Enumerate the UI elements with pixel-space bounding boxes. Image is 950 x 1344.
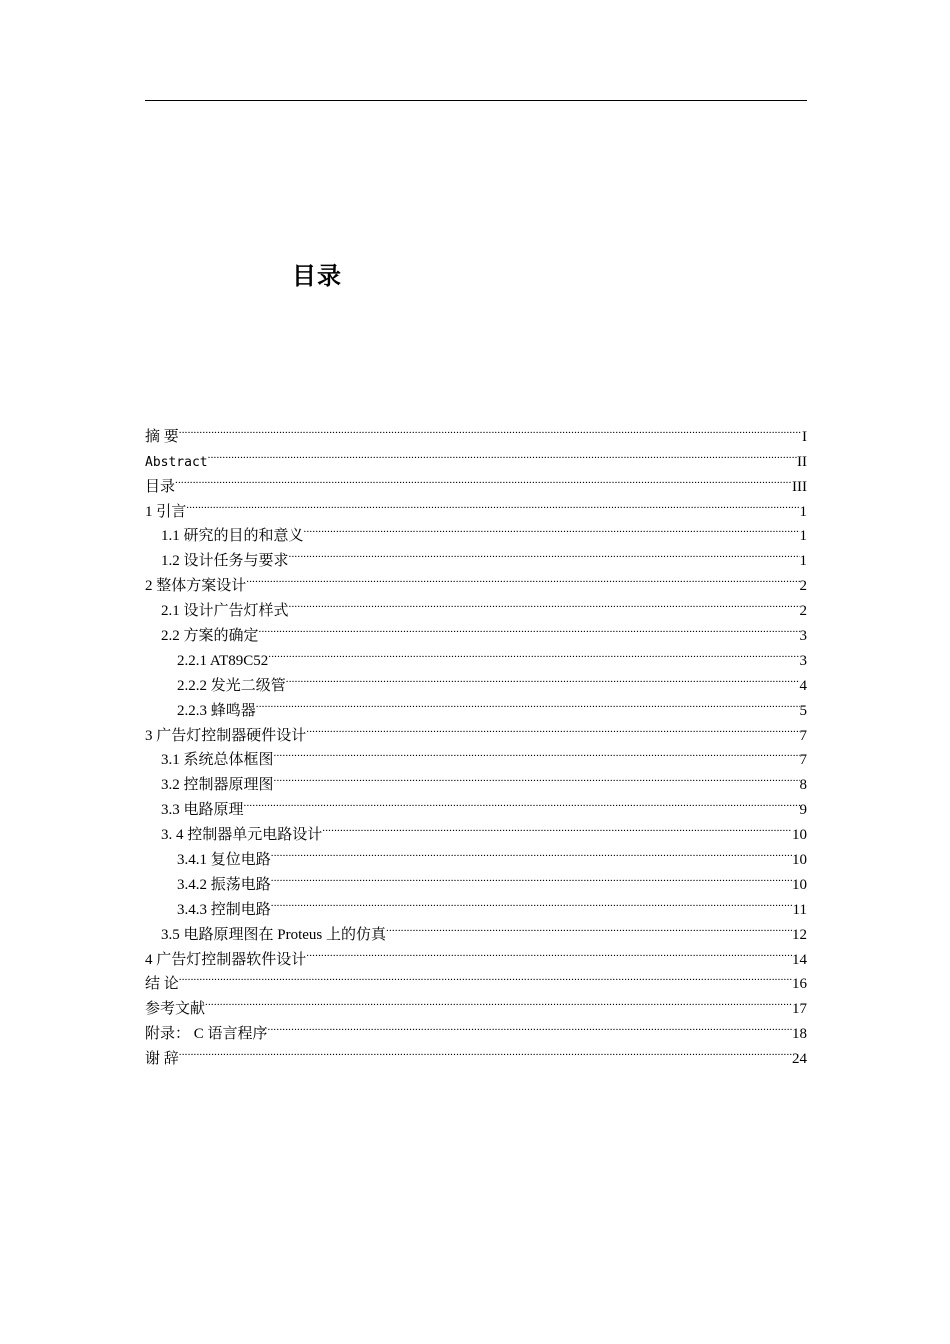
toc-entry-page: 1	[799, 503, 807, 520]
toc-entry-label: 3.1 系统总体框图	[161, 752, 274, 769]
toc-entry[interactable]	[145, 416, 807, 445]
toc-entry-label: 3.2 控制器原理图	[161, 777, 274, 794]
toc-entry-label: 参考文献	[145, 1001, 206, 1018]
toc-entry-label: 结 论	[145, 976, 179, 993]
toc-entry-page: 24	[792, 1051, 807, 1068]
toc-dot-leader	[286, 665, 800, 690]
toc-entry[interactable]	[145, 516, 807, 545]
toc-entry-label: 1 引言	[145, 503, 187, 520]
toc-dot-leader	[259, 615, 800, 640]
page-title: 目录	[292, 262, 342, 290]
toc-entry-label: 2.2.1 AT89C52	[177, 652, 269, 669]
toc-entry[interactable]	[145, 814, 807, 844]
toc-dot-leader	[386, 914, 792, 939]
toc-entry-page: 14	[792, 951, 807, 968]
toc-entry-label: 3. 4 控制器单元电路设计	[161, 827, 323, 844]
toc-dot-leader	[205, 988, 792, 1013]
toc-entry-label: 3.5 电路原理图在 Proteus 上的仿真	[161, 926, 387, 943]
toc-entry[interactable]	[145, 491, 807, 520]
toc-entry-page: 7	[799, 752, 807, 769]
toc-entry-page: 2	[799, 578, 807, 595]
toc-entry-label: 附录： C 语言程序	[145, 1026, 268, 1043]
toc-entry-label: 2.1 设计广告灯样式	[161, 603, 289, 620]
toc-dot-leader	[322, 814, 792, 839]
toc-entry-label: Abstract	[145, 454, 208, 470]
toc-entry[interactable]	[145, 1013, 807, 1043]
toc-dot-leader	[268, 1013, 792, 1038]
toc-entry-page: 9	[799, 802, 807, 819]
toc-dot-leader	[208, 441, 797, 466]
toc-dot-leader	[179, 964, 792, 989]
toc-entry-label: 谢 辞	[145, 1051, 179, 1068]
toc-dot-leader	[289, 540, 800, 565]
toc-dot-leader	[271, 864, 792, 889]
toc-entry-page: 3	[799, 652, 807, 669]
toc-dot-leader	[179, 1038, 792, 1063]
toc-dot-leader	[304, 516, 800, 541]
toc-entry-label: 目录	[145, 478, 176, 495]
toc-entry-page: 1	[799, 553, 807, 570]
toc-entry-label: 2.2.2 发光二级管	[177, 677, 286, 694]
header-rule	[145, 100, 807, 101]
toc-entry-label: 1.1 研究的目的和意义	[161, 528, 304, 545]
toc-entry-page: 5	[799, 702, 807, 719]
toc-entry-page: 10	[792, 876, 807, 893]
toc-dot-leader	[179, 416, 802, 441]
toc-entry-page: 11	[792, 901, 807, 918]
toc-dot-leader	[186, 491, 799, 516]
toc-entry-page: 10	[792, 852, 807, 869]
toc-entry-label: 3.4.3 控制电路	[177, 901, 271, 918]
toc-entry-page: III	[792, 478, 807, 495]
toc-dot-leader	[271, 889, 793, 914]
toc-dot-leader	[268, 640, 799, 665]
table-of-contents	[145, 416, 807, 1068]
toc-entry-page: II	[797, 453, 807, 470]
toc-entry[interactable]	[145, 789, 807, 819]
toc-dot-leader	[175, 466, 792, 491]
toc-dot-leader	[246, 565, 799, 590]
toc-entry-label: 摘 要	[145, 428, 179, 445]
toc-entry-label: 2.2 方案的确定	[161, 628, 259, 645]
toc-entry[interactable]	[145, 1038, 807, 1068]
toc-entry-page: 18	[792, 1026, 807, 1043]
toc-dot-leader	[244, 789, 800, 814]
toc-entry-page: 7	[799, 727, 807, 744]
toc-dot-leader	[271, 839, 792, 864]
toc-entry-page: I	[802, 428, 807, 445]
toc-entry-page: 2	[799, 603, 807, 620]
toc-entry-page: 17	[792, 1001, 807, 1018]
toc-entry[interactable]	[145, 441, 807, 470]
toc-entry-label: 1.2 设计任务与要求	[161, 553, 289, 570]
toc-entry-page: 8	[799, 777, 807, 794]
toc-entry-label: 3 广告灯控制器硬件设计	[145, 727, 307, 744]
toc-dot-leader	[306, 939, 792, 964]
toc-entry-label: 4 广告灯控制器软件设计	[145, 951, 307, 968]
toc-dot-leader	[289, 590, 800, 615]
toc-dot-leader	[306, 715, 799, 740]
toc-entry-page: 16	[792, 976, 807, 993]
toc-entry-label: 2 整体方案设计	[145, 578, 247, 595]
toc-entry[interactable]	[145, 964, 807, 993]
toc-dot-leader	[274, 764, 800, 789]
toc-entry-page: 12	[792, 926, 807, 943]
toc-dot-leader	[256, 690, 800, 715]
toc-entry-page: 3	[799, 628, 807, 645]
toc-entry-page: 1	[799, 528, 807, 545]
toc-entry-page: 4	[799, 677, 807, 694]
toc-entry-label: 2.2.3 蜂鸣器	[177, 702, 256, 719]
toc-entry[interactable]	[145, 466, 807, 495]
toc-entry-label: 3.4.2 振荡电路	[177, 876, 271, 893]
toc-entry-label: 3.3 电路原理	[161, 802, 244, 819]
toc-entry-label: 3.4.1 复位电路	[177, 852, 271, 869]
toc-dot-leader	[274, 740, 800, 765]
toc-entry-page: 10	[792, 827, 807, 844]
toc-entry[interactable]	[145, 988, 807, 1018]
